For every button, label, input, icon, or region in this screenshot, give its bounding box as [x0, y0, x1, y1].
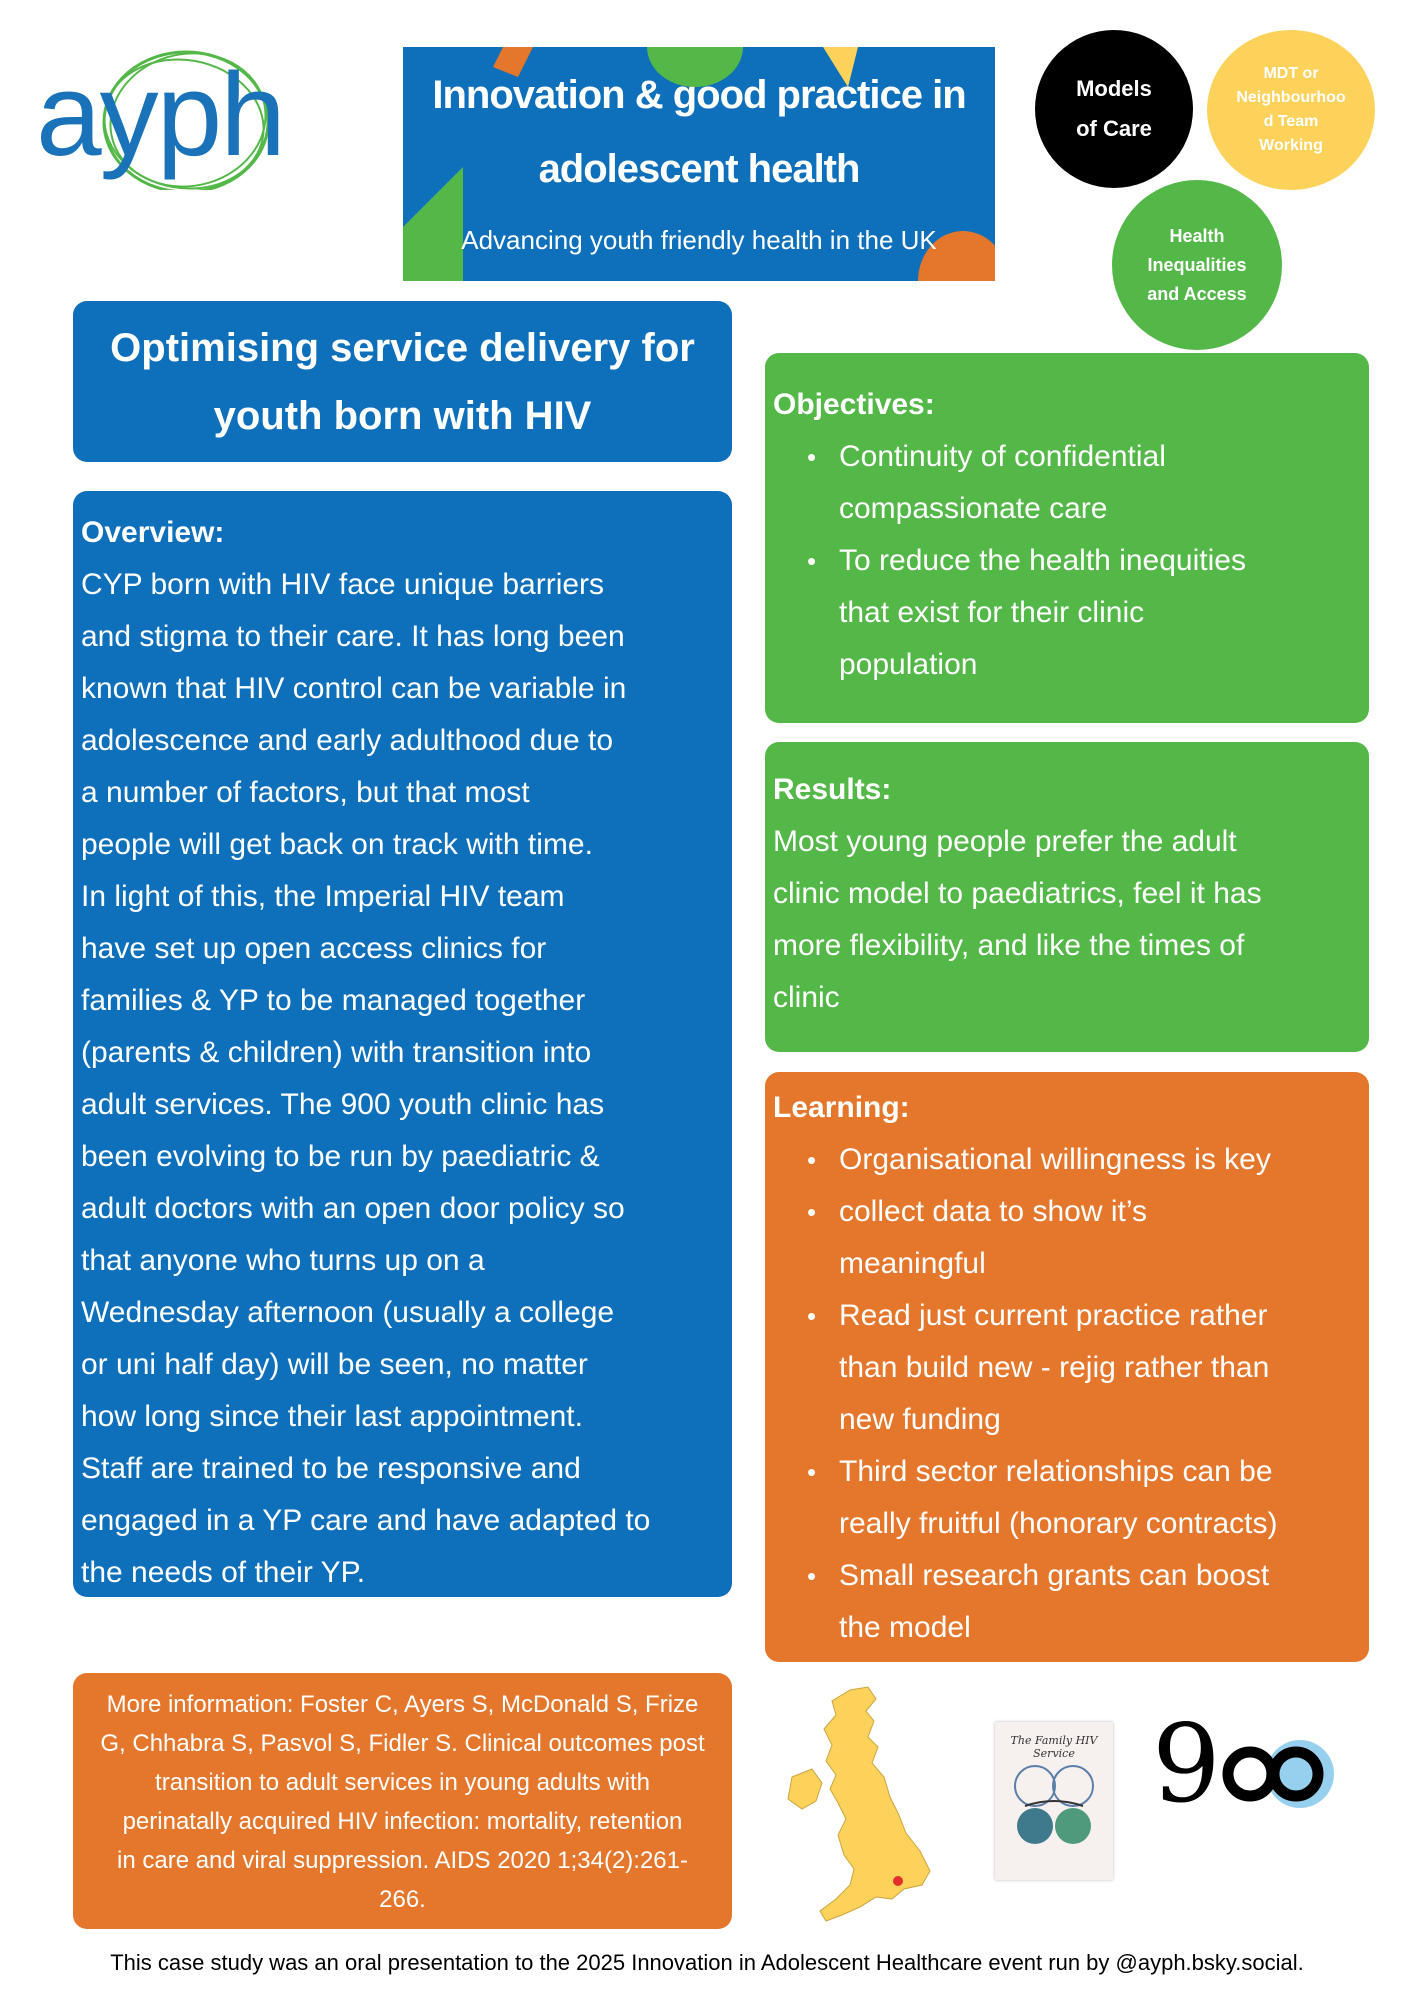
book-illustration-icon: [1005, 1756, 1103, 1856]
more-information-text: [83, 1685, 722, 1919]
bullet-item: [839, 1550, 1361, 1654]
page-title: [110, 314, 695, 450]
text-line: or uni half day) will be seen, no matter: [81, 1348, 588, 1381]
text-line: perinatally acquired HIV infection: mortality, retention: [122, 1808, 683, 1835]
bullet-line: • Continuity of confidential: [839, 440, 1166, 473]
bullet-line: • Organisational willingness is key: [839, 1143, 1271, 1176]
banner-subtitle: Advancing youth friendly health in the UK: [461, 225, 937, 255]
bullet-line: compassionate care: [839, 492, 1108, 525]
text-line: CYP born with HIV face unique barriers: [81, 568, 605, 601]
footer-note: This case study was an oral presentation to the 2025 Innovation in Adolescent Healthcare event run by @ayph.bsky.social.: [110, 1950, 1304, 1975]
text-line: been evolving to be run by paediatric &: [81, 1140, 600, 1173]
bullet-line: • Read just current practice rather: [839, 1299, 1268, 1332]
bullet-line: that exist for their clinic: [839, 596, 1145, 629]
tag-mdt-line: MDT or: [1263, 65, 1319, 82]
objectives-heading: Objectives:: [773, 388, 935, 421]
text-line: clinic model to paediatrics, feel it has: [773, 877, 1262, 910]
text-line: transition to adult services in young adults with: [155, 1769, 650, 1796]
bullet-line: • Small research grants can boost: [839, 1559, 1270, 1592]
text-line: families & YP to be managed together: [81, 984, 586, 1017]
infinity-icon: [1220, 1732, 1350, 1822]
text-line: the needs of their YP.: [81, 1556, 366, 1589]
text-line: engaged in a YP care and have adapted to: [81, 1504, 651, 1537]
objectives-section: [765, 353, 1369, 723]
text-line: Wednesday afternoon (usually a college: [81, 1296, 615, 1329]
text-line: Most young people prefer the adult: [773, 825, 1237, 858]
bullet-line: new funding: [839, 1403, 1001, 1436]
text-line: a number of factors, but that most: [81, 776, 530, 809]
text-line: 266.: [379, 1886, 426, 1913]
text-line: that anyone who turns up on a: [81, 1244, 485, 1277]
bullet-item: [839, 535, 1361, 691]
tag-mdt-line: d Team: [1263, 113, 1319, 130]
learning-heading: Learning:: [773, 1091, 910, 1124]
overview-section: [73, 491, 732, 1597]
text-line: adult doctors with an open door policy so: [81, 1192, 625, 1225]
bullet-item: [839, 1446, 1361, 1550]
text-line: clinic: [773, 981, 840, 1014]
tag-mdt-line: Working: [1259, 137, 1323, 154]
bullet-line: meaningful: [839, 1247, 986, 1280]
tag-health-line: Health: [1169, 225, 1225, 246]
tag-health-inequalities: [1112, 180, 1282, 350]
text-line: have set up open access clinics for: [81, 932, 547, 965]
text-line: adolescence and early adulthood due to: [81, 724, 614, 757]
clinic-900-logo: [1150, 1702, 1350, 1840]
ayph-logo: [36, 40, 326, 190]
family-hiv-service-book: [995, 1722, 1113, 1880]
tag-mdt-line: Neighbourhoo: [1236, 89, 1346, 106]
learning-section: [765, 1072, 1369, 1662]
banner-title-line2: adolescent health: [538, 147, 860, 191]
bullet-item: [839, 431, 1361, 535]
text-line: people will get back on track with time.: [81, 828, 593, 861]
text-line: Staff are trained to be responsive and: [81, 1452, 581, 1485]
logo-text: ayph: [36, 49, 284, 181]
bullet-line: • collect data to show it’s: [839, 1195, 1147, 1228]
bullet-line: really fruitful (honorary contracts): [839, 1507, 1278, 1540]
logo-900-nine: 9: [1152, 1702, 1221, 1827]
more-information-box: [73, 1673, 732, 1929]
text-line: how long since their last appointment.: [81, 1400, 583, 1433]
text-line: (parents & children) with transition into: [81, 1036, 592, 1069]
results-section: [765, 742, 1369, 1052]
text-line: In light of this, the Imperial HIV team: [81, 880, 565, 913]
overview-heading: Overview:: [81, 516, 225, 549]
tag-health-line: Inequalities: [1147, 254, 1247, 275]
bullet-line: • Third sector relationships can be: [839, 1455, 1273, 1488]
tag-mdt-working: [1207, 30, 1375, 190]
text-line: more flexibility, and like the times of: [773, 929, 1245, 962]
text-line: in care and viral suppression. AIDS 2020 1;34(2):261-: [117, 1847, 688, 1874]
tag-health-line: and Access: [1147, 283, 1247, 304]
learning-list: [773, 1134, 1361, 1654]
bullet-line: population: [839, 648, 978, 681]
page-title-box: [73, 301, 732, 462]
page-title-line2: youth born with HIV: [213, 393, 592, 438]
results-body: [773, 816, 1361, 1024]
text-line: and stigma to their care. It has long been: [81, 620, 625, 653]
results-heading: Results:: [773, 773, 892, 806]
event-banner: [403, 47, 995, 281]
overview-body: [81, 559, 724, 1599]
book-title: The Family HIV Service: [1010, 1734, 1098, 1760]
page-title-line1: Optimising service delivery for: [110, 325, 695, 370]
banner-title-line1: Innovation & good practice in: [432, 73, 966, 117]
tag-models-line: of Care: [1076, 116, 1152, 141]
text-line: More information: Foster C, Ayers S, McDonald S, Frize: [106, 1691, 699, 1718]
tag-models-line: Models: [1076, 76, 1152, 101]
uk-map-icon: [780, 1685, 940, 1935]
objectives-list: [773, 431, 1361, 691]
bullet-line: than build new - rejig rather than: [839, 1351, 1270, 1384]
bullet-line: • To reduce the health inequities: [839, 544, 1246, 577]
text-line: G, Chhabra S, Pasvol S, Fidler S. Clinical outcomes post: [100, 1730, 705, 1757]
text-line: known that HIV control can be variable in: [81, 672, 627, 705]
bullet-line: the model: [839, 1611, 971, 1644]
text-line: adult services. The 900 youth clinic has: [81, 1088, 605, 1121]
bullet-item: [839, 1134, 1361, 1186]
tag-models-of-care: [1035, 30, 1193, 188]
bullet-item: [839, 1186, 1361, 1290]
bullet-item: [839, 1290, 1361, 1446]
